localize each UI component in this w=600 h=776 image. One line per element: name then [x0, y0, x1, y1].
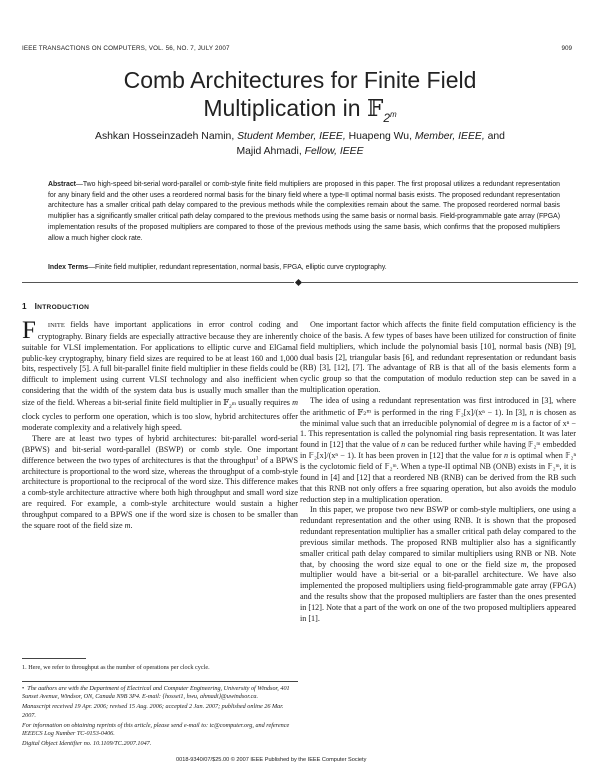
text: is performed in the ring: [371, 407, 456, 417]
math-var: m: [124, 520, 131, 530]
text: . This representation is called the polynomial ring basis representation. It was later found in [12] that the value of: [300, 429, 576, 450]
footnote-marker[interactable]: 1: [255, 455, 259, 462]
field-symbol: 𝔽₂ⁿ: [565, 451, 577, 461]
author-2-name: Huapeng Wu,: [348, 131, 412, 142]
footnote: 1. Here, we refer to throughput as the number of operations per clock cycle.: [22, 664, 210, 671]
section-title-rest: NTRODUCTION: [37, 304, 90, 311]
text: clock cycles to perform one operation, which is too slow, hybrid architectures offer moderate complexity and a relatively high speed.: [22, 412, 298, 433]
field-symbol: 𝔽: [223, 396, 229, 407]
math-var: n: [401, 440, 406, 450]
title-text: Multiplication in: [203, 95, 367, 121]
field-symbol: 𝔽₂ᵐ: [384, 461, 397, 471]
text: is optimal when: [508, 451, 566, 461]
abstract: [48, 180, 560, 244]
text: .: [130, 520, 133, 530]
text: is a factor of: [517, 418, 563, 428]
field-symbol: 𝔽₂ᵐ: [357, 406, 372, 417]
field-base: 2: [228, 403, 232, 410]
field-subscript: [383, 111, 396, 125]
text: embedded in: [300, 440, 576, 461]
reprint-info: For information on obtaining reprints of this article, please send e-mail to: tc@computer.org, and reference IEEECS Log Number TC-0153-0406.: [22, 721, 290, 738]
bullet-icon: •: [22, 685, 25, 692]
footnote-rule: [22, 658, 86, 659]
abstract-label: Abstract: [48, 181, 76, 188]
page-footer: 0018-9340/07/$25.00 © 2007 IEEE Published by the IEEE Computer Society: [176, 757, 367, 763]
drop-cap: F: [22, 317, 36, 344]
doi: Digital Object Identifier no. 10.1109/TC.2007.1047.: [22, 740, 152, 748]
field-symbol: 𝔽: [366, 96, 384, 122]
math-var: n: [529, 407, 534, 417]
polynomial: xⁿ − 1: [300, 418, 576, 439]
text: of a BPWS architecture is proportional to the word size, whereas the throughput of a comb-style architecture is proportional to the reciprocal of the word size. This difference makes a comb-style architecture attractive where both high throughput and small word size are required. For example, a comb-style architecture would sustain a higher throughput compared to a BPWS one if the word size is chosen to be smaller than the square root of the field size: [22, 455, 298, 530]
title-line-2: [0, 94, 600, 132]
affiliation-text: The authors are with the Department of Electrical and Computer Engineering, University of Windsor, 401 Sunset Avenue, Windsor, ON, Canada N9B 3P4. E-mail: {hossei1, hwu, ahmadi}@uwindsor.ca.: [22, 685, 290, 701]
text: There are at least two types of hybrid architectures: bit-parallel word-serial (BPWS) and bit-serial word-parallel (BSWP) or comb style. One important difference between the two types of architectures is that the throughput: [22, 434, 298, 465]
author-1-name: Ashkan Hosseinzadeh Namin,: [95, 131, 235, 142]
paragraph: [300, 396, 576, 505]
abstract-text: —Two high-speed bit-serial word-parallel or comb-style finite field multipliers are proposed in this paper. The first proposal utilizes a redundant representation for any binary field and the other uses a reordered normal basis for the binary field where a type-II optimal normal basis exists. The proposed redundant representation architecture has a smaller critical path delay compared to the previous methods while the complexities remain about the same. The proposed reordered normal basis multiplier has a significantly smaller critical path delay compared to the previous methods using the same basis or normal basis. Field-programmable gate array (FPGA) implementation results of the proposed multipliers are compared to those of the previous methods using the same basis, which confirms that the proposed multipliers allow a much higher clock rate.: [48, 181, 560, 242]
text: . When a type-II optimal NB (ONB) exists in: [396, 461, 548, 471]
author-2-title: Member, IEEE,: [414, 131, 485, 142]
math-var: m: [511, 418, 518, 428]
text: usually requires: [236, 397, 293, 407]
field-base: 2: [383, 111, 390, 125]
affiliation-rule: [22, 681, 298, 682]
manuscript-dates: Manuscript received 19 Apr. 2006; revised 15 Aug. 2006; accepted 2 Jan. 2007; published online 26 Mar. 2007.: [22, 703, 284, 719]
section-heading: [22, 302, 89, 311]
text: can be reduced further while having: [405, 440, 529, 450]
paragraph: [300, 505, 576, 624]
text: The idea of using a redundant representation was first introduced in [3], where the arithmetic of: [300, 395, 576, 417]
text: is chosen as the minimal value such that an irreducible polynomial of degree: [300, 407, 577, 428]
affiliation-block: [22, 685, 298, 750]
text: fields have important applications in error control coding and cryptography. Binary fields are especially attractive because they are inherently suitable for VLSI implementation. For applications to elliptic curve and ElGamal public-key cryptography, binary field sizes are required to be at least 160 and 1,000 bits, respectively [5]. A full bit-parallel finite field multiplier in these fields could be difficult to implement using current VLSI technology and also inefficient when considering that the width of the system data bus is usually much smaller than the size of the field. Whereas a bit-serial finite field multiplier in: [22, 320, 298, 407]
text: is the cyclotomic field of: [300, 461, 385, 471]
author-list: [40, 129, 560, 159]
index-terms-label: Index Terms: [48, 264, 89, 271]
field-symbol: 𝔽₂ᵐ: [528, 440, 541, 450]
ring-expression: 𝔽₂[x]/(xⁿ − 1): [455, 407, 502, 417]
text: . It has been proven in [12] that the value for: [353, 451, 505, 461]
index-terms: [48, 263, 560, 274]
title-line-1: Comb Architectures for Finite Field: [123, 67, 477, 93]
paragraph: [22, 434, 298, 532]
section-title-initial: I: [34, 302, 38, 311]
author-1-title: Student Member, IEEE,: [237, 131, 346, 142]
text: In this paper, we propose two new BSWP or comb-style multipliers, one using a redundant representation and the other using RNB. It is shown that the proposed redundant representation multiplier has a smaller critical path delay compared to the previous similar methods. The proposed RNB multiplier also has a significantly smaller critical path delay compared to similar multipliers using RNB or NB. Note that, by choosing the word size equal to one or the field size: [300, 505, 576, 569]
index-terms-text: —Finite field multiplier, redundant representation, normal basis, FPGA, elliptic curve cryptography.: [88, 264, 387, 271]
field-exponent: m: [231, 400, 236, 407]
running-header: IEEE TRANSACTIONS ON COMPUTERS, VOL. 56, NO. 7, JULY 2007: [22, 45, 230, 52]
math-var: m: [520, 559, 527, 569]
math-var: m: [292, 397, 298, 407]
paragraph: One important factor which affects the finite field computation efficiency is the choice of the basis. A few types of bases have been utilized for construction of finite field multipliers, which include the polynomial basis [10], normal basis (NB) [9], dual basis [2], triangular basis [6], and redundant representation or redundant basis (RB) [3], [12], [7]. The advantage of RB is that all of the basis elements form a cyclic group so that the computation of modulo reduction step can be saved in a multiplication operation.: [300, 320, 576, 395]
author-3-title: Fellow, IEEE: [304, 146, 364, 157]
left-column: [22, 317, 298, 532]
author-and: and: [487, 131, 505, 142]
affiliation-item: [22, 685, 298, 701]
section-number: 1: [22, 302, 27, 311]
divider-diamond-icon: [294, 278, 302, 286]
math-var: n: [504, 451, 509, 461]
author-3-name: Majid Ahmadi,: [236, 146, 302, 157]
page-number: 909: [561, 45, 572, 52]
field-symbol: 𝔽₂ᵐ: [547, 461, 560, 471]
paragraph: [22, 317, 298, 434]
paper-title: [0, 66, 600, 132]
text: . In [3],: [501, 407, 530, 417]
text: , the proposed multiplier would have a bit-serial or a bit-parallel architecture. We have also implemented the proposed multipliers using field-programmable gate array (FPGA) and the results show that the proposed multipliers are faster than the ones presented in [12]. Note that a part of the work on one of the two proposed multipliers appeared in [1].: [300, 559, 576, 623]
text: , it is found in [4] and [12] that a reordered NB (RNB) can be derived from the RB such that this RNB not only offers a free squaring operation, but also avoids the modulo reduction step in a multiplication operation.: [300, 461, 576, 504]
small-caps-word: INITE: [47, 322, 65, 329]
right-column: [300, 320, 576, 625]
field-exponent: m: [390, 110, 397, 119]
ring-expression: 𝔽₂[x]/(xⁿ − 1): [308, 451, 354, 461]
